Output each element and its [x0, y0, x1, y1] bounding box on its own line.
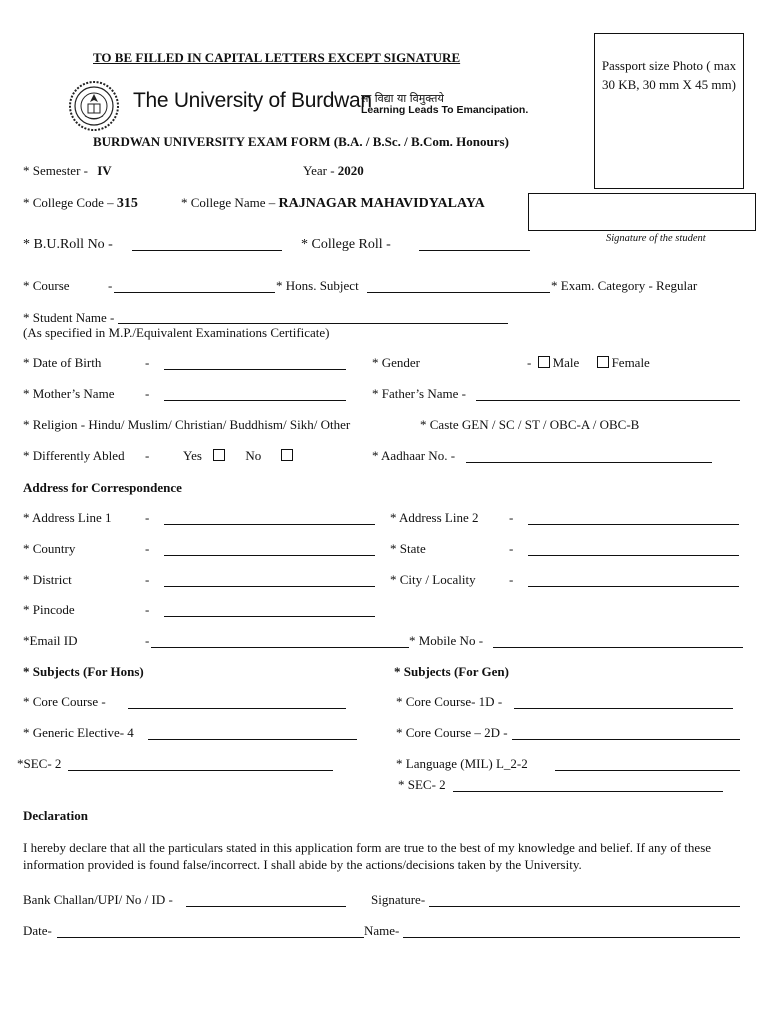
- university-motto: सा विद्या या विमुक्तये: [361, 92, 444, 105]
- bank-challan-label: Bank Challan/UPI/ No / ID -: [23, 892, 173, 907]
- yes-label: Yes: [183, 448, 202, 463]
- language-label: * Language (MIL) L_2-2: [396, 756, 528, 771]
- pincode-input[interactable]: [164, 616, 375, 617]
- address-line2-label: * Address Line 2: [390, 510, 479, 525]
- religion-field[interactable]: * Religion - Hindu/ Muslim/ Christian/ Buddhism/ Sikh/ Other: [23, 417, 351, 432]
- country-dash: -: [145, 541, 150, 556]
- college-code-label: * College Code –: [23, 195, 114, 210]
- year-label: Year -: [303, 163, 335, 178]
- exam-category-label: * Exam. Category - Regular: [551, 278, 698, 293]
- country-input[interactable]: [164, 555, 375, 556]
- student-signature-box[interactable]: [528, 193, 756, 231]
- state-input[interactable]: [528, 555, 739, 556]
- female-checkbox[interactable]: [597, 356, 609, 368]
- signature-input[interactable]: [429, 906, 740, 907]
- course-dash: -: [108, 278, 113, 293]
- address-line2-input[interactable]: [528, 524, 739, 525]
- state-label: * State: [390, 541, 426, 556]
- dob-dash: -: [145, 355, 150, 370]
- top-instruction: TO BE FILLED IN CAPITAL LETTERS EXCEPT SIGNATURE: [93, 50, 461, 65]
- email-label: *Email ID: [23, 633, 78, 648]
- sec2-gen-input[interactable]: [453, 791, 723, 792]
- passport-photo-box[interactable]: [594, 33, 744, 189]
- state-dash: -: [509, 541, 514, 556]
- core-course-2d-label: * Core Course – 2D -: [396, 725, 508, 740]
- college-name-value[interactable]: RAJNAGAR MAHAVIDYALAYA: [278, 196, 485, 211]
- core-course-input[interactable]: [128, 708, 346, 709]
- college-roll-label: * College Roll -: [301, 237, 391, 252]
- declaration-heading: Declaration: [23, 808, 88, 823]
- caste-field[interactable]: * Caste GEN / SC / ST / OBC-A / OBC-B: [420, 417, 640, 432]
- university-name: The University of Burdwan: [133, 89, 372, 112]
- bank-challan-input[interactable]: [186, 906, 346, 907]
- college-code-field: [23, 195, 138, 212]
- father-name-input[interactable]: [476, 400, 740, 401]
- name-input[interactable]: [403, 937, 740, 938]
- student-name-note: (As specified in M.P./Equivalent Examinations Certificate): [23, 325, 330, 340]
- name-label: Name-: [364, 923, 400, 938]
- college-name-field: [181, 195, 485, 212]
- course-label: * Course: [23, 278, 70, 293]
- gender-options: [527, 355, 650, 371]
- city-dash: -: [509, 572, 514, 587]
- declaration-text: I hereby declare that all the particulars stated in this application form are true to the best of my knowledge and belief. If any of these information provided is found false/incorrect. I shall abide by the actions/decisions taken by the University.: [23, 840, 712, 872]
- course-input[interactable]: [114, 292, 275, 293]
- pincode-dash: -: [145, 602, 150, 617]
- mother-name-input[interactable]: [164, 400, 346, 401]
- core-course-2d-input[interactable]: [512, 739, 740, 740]
- address-line1-input[interactable]: [164, 524, 375, 525]
- bu-roll-input[interactable]: [132, 250, 282, 251]
- college-name-label: * College Name –: [181, 195, 276, 210]
- dob-input[interactable]: [164, 369, 346, 370]
- hons-subject-input[interactable]: [367, 292, 550, 293]
- district-dash: -: [145, 572, 150, 587]
- differently-abled-options: [183, 448, 296, 464]
- city-input[interactable]: [528, 586, 739, 587]
- generic-elective-label: * Generic Elective- 4: [23, 725, 134, 740]
- aadhaar-input[interactable]: [466, 462, 712, 463]
- sec2-gen-label: * SEC- 2: [398, 777, 446, 792]
- core-course-1d-input[interactable]: [514, 708, 733, 709]
- mother-name-dash: -: [145, 386, 150, 401]
- pincode-label: * Pincode: [23, 602, 75, 617]
- address-line1-label: * Address Line 1: [23, 510, 112, 525]
- address-line2-dash: -: [509, 510, 514, 525]
- student-name-label: * Student Name -: [23, 310, 115, 325]
- year-value[interactable]: 2020: [337, 163, 364, 178]
- dob-label: * Date of Birth: [23, 355, 102, 370]
- college-code-value[interactable]: 315: [116, 196, 138, 211]
- core-course-1d-label: * Core Course- 1D -: [396, 694, 503, 709]
- gender-label: * Gender: [372, 355, 421, 370]
- district-input[interactable]: [164, 586, 375, 587]
- subjects-gen-heading: * Subjects (For Gen): [394, 664, 509, 679]
- student-name-input[interactable]: [118, 323, 508, 324]
- photo-box-instructions: Passport size Photo ( max 30 KB, 30 mm X 45 mm): [601, 58, 737, 92]
- hons-subject-label: * Hons. Subject: [276, 278, 359, 293]
- semester-field: [23, 163, 112, 179]
- sec2-hons-label: *SEC- 2: [17, 756, 62, 771]
- country-label: * Country: [23, 541, 76, 556]
- form-title: BURDWAN UNIVERSITY EXAM FORM (B.A. / B.Sc. / B.Com. Honours): [93, 134, 509, 149]
- mobile-input[interactable]: [493, 647, 743, 648]
- email-input[interactable]: [151, 647, 409, 648]
- year-field: [303, 163, 364, 179]
- semester-value[interactable]: IV: [97, 163, 112, 178]
- signature-label: Signature-: [371, 892, 426, 907]
- sec2-hons-input[interactable]: [68, 770, 333, 771]
- university-seal-icon: [68, 80, 120, 132]
- no-label: No: [245, 448, 262, 463]
- address-heading: Address for Correspondence: [23, 480, 182, 495]
- no-checkbox[interactable]: [281, 449, 293, 461]
- generic-elective-input[interactable]: [148, 739, 357, 740]
- address-line1-dash: -: [145, 510, 150, 525]
- subjects-hons-heading: * Subjects (For Hons): [23, 664, 144, 679]
- city-label: * City / Locality: [390, 572, 476, 587]
- father-name-label: * Father’s Name -: [372, 386, 466, 401]
- semester-label: * Semester -: [23, 163, 88, 178]
- male-checkbox[interactable]: [538, 356, 550, 368]
- mother-name-label: * Mother’s Name: [23, 386, 115, 401]
- aadhaar-label: * Aadhaar No. -: [372, 448, 456, 463]
- differently-abled-label: * Differently Abled: [23, 448, 125, 463]
- male-label: Male: [552, 355, 580, 370]
- date-label: Date-: [23, 923, 52, 938]
- female-label: Female: [611, 355, 650, 370]
- bu-roll-label: * B.U.Roll No -: [23, 237, 113, 252]
- core-course-label: * Core Course -: [23, 694, 106, 709]
- signature-caption: Signature of the student: [606, 233, 706, 244]
- date-input[interactable]: [57, 937, 364, 938]
- mobile-label: * Mobile No -: [409, 633, 484, 648]
- gender-dash: -: [527, 355, 532, 370]
- college-roll-input[interactable]: [419, 250, 530, 251]
- yes-checkbox[interactable]: [213, 449, 225, 461]
- differently-abled-dash: -: [145, 448, 150, 463]
- university-tagline: Learning Leads To Emancipation.: [361, 104, 529, 116]
- district-label: * District: [23, 572, 72, 587]
- email-dash: -: [145, 633, 150, 648]
- language-input[interactable]: [555, 770, 740, 771]
